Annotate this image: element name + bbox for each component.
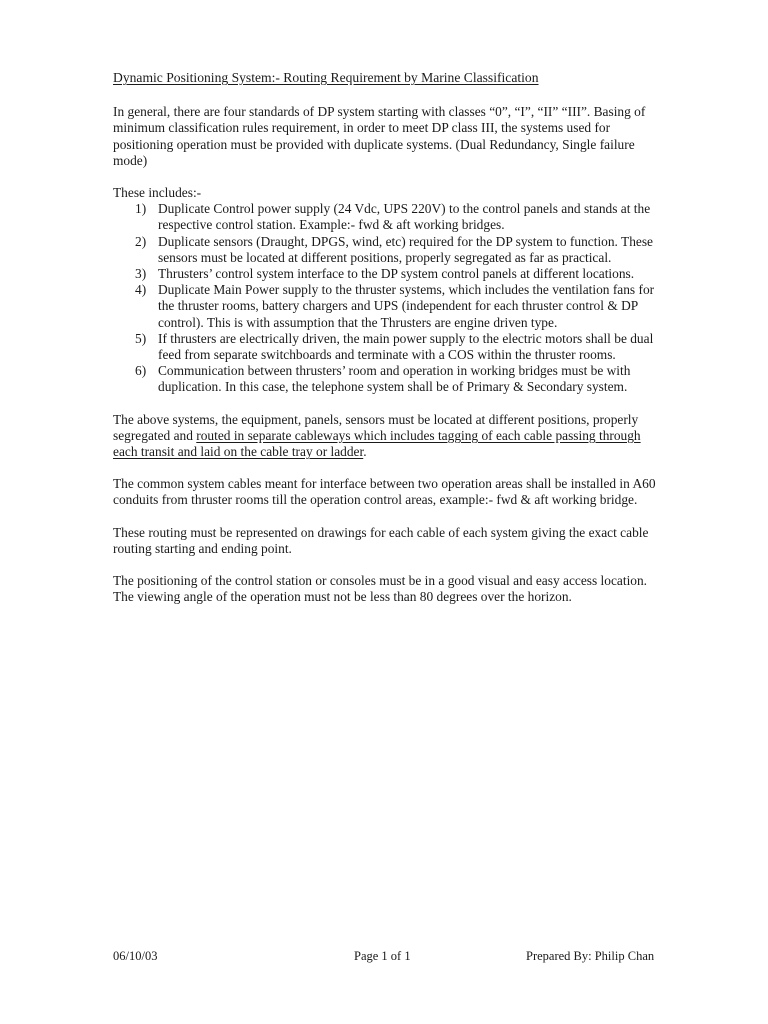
list-item-number: 4) — [135, 282, 147, 298]
footer-date: 06/10/03 — [113, 949, 158, 963]
positioning-paragraph: The positioning of the control station or consoles must be in a good visual and easy access location. The viewing angle of the operation must not be less than 80 degrees over the horizon. — [113, 573, 648, 605]
requirements-list — [113, 201, 661, 395]
routing-drawings-paragraph: These routing must be represented on drawings for each cable of each system giving the exact cable routing starting and ending point. — [113, 524, 649, 556]
common-cables-paragraph: The common system cables meant for interface between two operation areas shall be installed in A60 conduits from thruster rooms till the operation control areas, example:- fwd & aft working bridge. — [113, 476, 656, 508]
systems-paragraph — [113, 412, 661, 461]
intro-paragraph: In general, there are four standards of DP system starting with classes “0”, “I”, “II” “III”. Basing of minimum classification rules requirement, in order to meet DP class III, the systems used for positioning operation must be provided with duplicate systems. (Dual Redundancy, Single failure mode) — [113, 104, 646, 168]
list-item-number: 5) — [135, 330, 147, 346]
list-item — [113, 363, 661, 395]
list-item-number: 2) — [135, 233, 147, 249]
page-footer — [0, 948, 768, 968]
list-item — [113, 266, 661, 282]
systems-paragraph-start: The above systems, the equipment, panels, sensors must be located at different positions, properly segregated and — [113, 411, 639, 443]
list-item-text: Duplicate Control power supply (24 Vdc, UPS 220V) to the control panels and stands at the respective control station. Example:- fwd & aft working bridges. — [158, 201, 651, 233]
list-item — [113, 282, 661, 331]
list-item-text: Duplicate Main Power supply to the thruster systems, which includes the ventilation fans for the thruster rooms, battery chargers and UPS (independent for each thruster control & DP control). This is with assumption that the Thrusters are engine driven type. — [158, 282, 655, 330]
document-title: Dynamic Positioning System:- Routing Requirement by Marine Classification — [113, 70, 539, 85]
footer-page-number: Page 1 of 1 — [354, 949, 411, 963]
list-item — [113, 234, 661, 266]
list-item-number: 3) — [135, 266, 147, 282]
footer-prepared-by: Prepared By: Philip Chan — [526, 949, 655, 963]
list-item — [113, 201, 661, 233]
list-item-text: Thrusters’ control system interface to the DP system control panels at different locations. — [158, 266, 635, 282]
list-item-text: Communication between thrusters’ room and operation in working bridges must be with duplication. In this case, the telephone system shall be of Primary & Secondary system. — [158, 363, 631, 395]
list-item-text: If thrusters are electrically driven, the main power supply to the electric motors shall be dual feed from separate switchboards and terminate with a COS within the thruster rooms. — [158, 330, 654, 363]
systems-paragraph-end: . — [363, 444, 367, 460]
document-body — [113, 70, 661, 605]
list-item-text: Duplicate sensors (Draught, DPGS, wind, etc) required for the DP system to function. These sensors must be located at different positions, properly segregated as far as practical. — [158, 233, 653, 265]
list-item-number: 6) — [135, 363, 147, 379]
list-item — [113, 331, 661, 363]
list-heading: These includes:- — [113, 185, 202, 201]
list-item-number: 1) — [135, 201, 147, 217]
systems-paragraph-underlined: routed in separate cableways which includes tagging of each cable passing through each transit and laid on the cable tray or ladder — [113, 427, 641, 460]
